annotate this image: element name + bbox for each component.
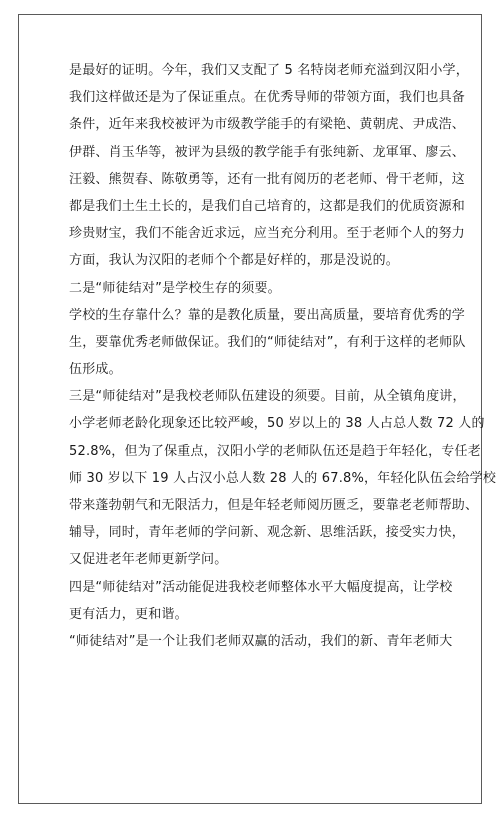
text-line: 汪毅、熊贺春、陈敬勇等，还有一批有阅历的老老师、骨干老师，这 <box>69 171 466 187</box>
text-line: 师 30 岁以下 19 人占汉小总人数 28 人的 67.8%，年轻化队伍会给学校 <box>69 470 497 486</box>
section-heading-line: 二是“师徒结对”是学校生存的须要。 <box>69 280 281 296</box>
text-line: 生，要靠优秀老师做保证。我们的“师徒结对”，有利于这样的老师队 <box>69 334 466 350</box>
section-heading-line: 四是“师徒结对”活动能促进我校老师整体水平大幅度提高，让学校 <box>69 579 453 595</box>
text-line: 我们这样做还是为了保证重点。在优秀导师的带领方面，我们也具备 <box>69 90 466 106</box>
text-line: 是最好的证明。今年，我们又支配了 5 名特岗老师充溢到汉阳小学， <box>69 63 469 78</box>
text-line: 伍形成。 <box>69 362 122 378</box>
section-heading-line: 三是“师徒结对”是我校老师队伍建设的须要。目前，从全镇角度讲， <box>69 389 466 405</box>
text-line: 小学老师老龄化现象还比较严峻，50 岁以上的 38 人占总人数 72 人的 <box>69 416 485 432</box>
document-body <box>69 60 497 658</box>
text-line: 方面，我认为汉阳的老师个个都是好样的，那是没说的。 <box>69 253 400 269</box>
text-line: 辅导，同时，青年老师的学问新、观念新、思维活跃，接受实力快， <box>69 525 466 541</box>
text-line: 珍贵财宝，我们不能舍近求远，应当充分利用。至于老师个人的努力 <box>69 226 466 242</box>
text-line: 学校的生存靠什么？靠的是教化质量，要出高质量，要培育优秀的学 <box>69 307 466 323</box>
text-line: 伊群、肖玉华等，被评为县级的教学能手有张纯新、龙軍軍、廖云、 <box>69 144 466 160</box>
text-line: 条件，近年来我校被评为市级教学能手的有梁艳、黄朝虎、尹成浩、 <box>69 117 466 133</box>
text-line: 都是我们土生土长的，是我们自己培育的，这都是我们的优质资源和 <box>69 198 466 214</box>
text-line: 52.8%，但为了保重点，汉阳小学的老师队伍还是趋于年轻化，专任老 <box>69 443 481 459</box>
text-line: 带来蓬勃朝气和无限活力，但是年轻老师阅历匮乏，要靠老老师帮助、 <box>69 498 479 513</box>
text-line: 又促进老年老师更新学问。 <box>69 552 228 568</box>
text-line: 更有活力，更和谐。 <box>69 606 188 622</box>
text-line: “师徒结对”是一个让我们老师双赢的活动，我们的新、青年老师大 <box>69 633 453 649</box>
